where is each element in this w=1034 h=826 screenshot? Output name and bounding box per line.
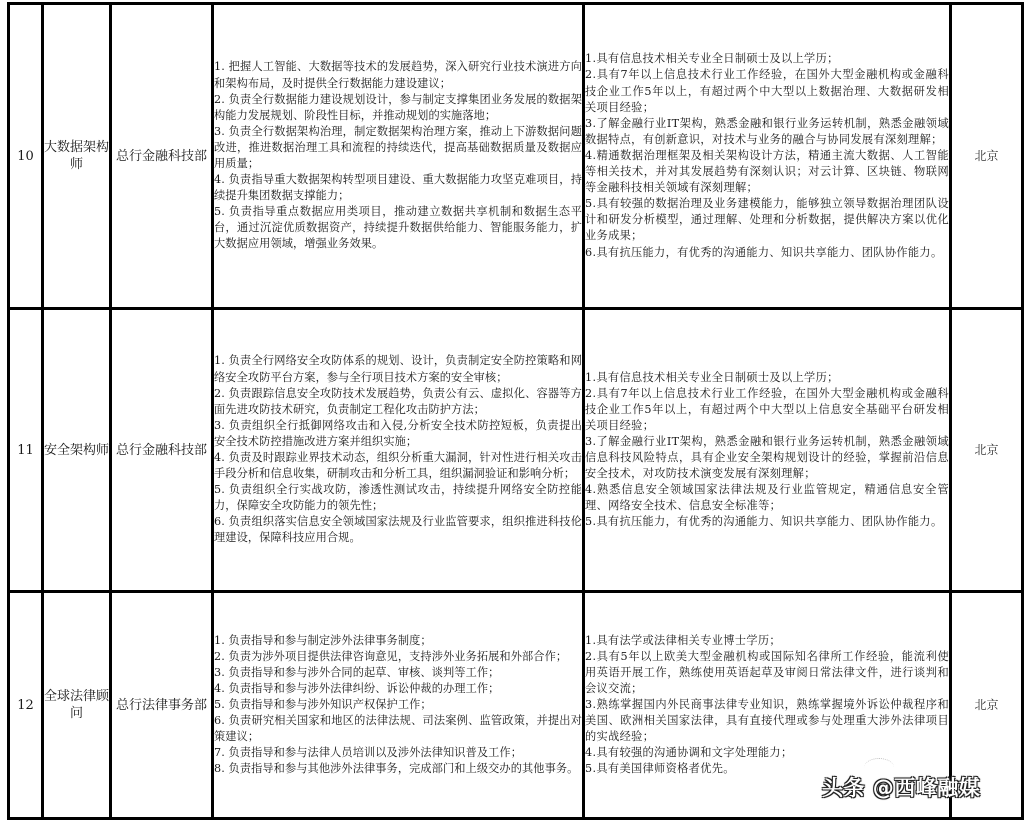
duty-item: 5. 负责组织全行实战攻防，渗透性测试攻击，持续提升网络安全防控能力，保障安全攻防能力的领先性；: [214, 483, 582, 513]
duty-item: 3. 负责指导和参与涉外合同的起草、审核、谈判等工作；: [214, 665, 500, 679]
work-location: 北京: [951, 592, 1023, 819]
job-title: 大数据架构师: [43, 4, 111, 309]
duty-item: 6. 负责组织落实信息安全领域国家法规及行业监管要求，组织推进科技伦理建设，保障科技应用合规。: [214, 515, 582, 545]
row-number: 12: [9, 592, 43, 819]
duty-item: 2. 负责全行数据能力建设规划设计，参与制定支撑集团业务发展的数据架构能力发展规划、阶段性目标，并推动规划的实施落地；: [214, 92, 582, 122]
duty-item: 1. 负责全行网络安全攻防体系的规划、设计，负责制定安全防控策略和网络安全攻防平台方案，参与全行项目技术方案的安全审核；: [214, 354, 582, 384]
row-number: 10: [9, 4, 43, 309]
duty-item: 3. 负责组织全行抵御网络攻击和入侵,分析安全技术防控短板，负责提出安全技术防控措施改进方案并组织实施；: [214, 418, 582, 448]
duty-item: 7. 负责指导和参与法律人员培训以及涉外法律知识普及工作；: [214, 746, 523, 760]
requirement-item: 4.精通数据治理框架及相关架构设计方法，精通主流大数据、人工智能等相关技术，并对其发展趋势有深刻认识；对云计算、区块链、物联网等金融科技相关领域有深刻理解；: [585, 148, 949, 195]
watermark-text: 头条 @西峰融媒: [822, 776, 981, 800]
duty-item: 2. 负责为涉外项目提供法律咨询意见，支持涉外业务拓展和外部合作；: [214, 649, 568, 663]
row-number: 11: [9, 309, 43, 592]
work-location: 北京: [951, 309, 1023, 592]
duty-item: 1. 负责指导和参与制定涉外法律事务制度；: [214, 633, 432, 647]
work-location: 北京: [951, 4, 1023, 309]
requirement-item: 6.具有抗压能力，有优秀的沟通能力、知识共享能力、团队协作能力。: [585, 245, 943, 259]
requirement-item: 4.熟悉信息安全领域国家法律法规及行业监管规定，精通信息安全管理、网络安全技术、信息安全标准等；: [585, 483, 949, 513]
duty-item: 6. 负责研究相关国家和地区的法律法规、司法案例、监管政策，并提出对策建议；: [214, 714, 582, 744]
duty-item: 4. 负责及时跟踪业界技术动态，组织分析重大漏洞，针对性进行相关攻击手段分析和信息收集，研制攻击和分析工具，组织漏洞验证和影响分析；: [214, 451, 582, 481]
requirement-item: 3.了解金融行业IT架构，熟悉金融和银行业务运转机制，熟悉金融领域数据特点，有创新意识，对技术与业务的融合与协同发展有深刻理解；: [585, 116, 949, 146]
job-duties: [213, 309, 584, 592]
duty-item: 4. 负责指导和参与涉外法律纠纷、诉讼仲裁的办理工作；: [214, 681, 500, 695]
watermark-logo-icon: [864, 758, 894, 777]
duty-item: 4. 负责指导重大数据架构转型项目建设、重大数据能力攻坚克难项目，持续提升集团数据支撑能力；: [214, 173, 582, 203]
duty-item: 5. 负责指导和参与涉外知识产权保护工作；: [214, 697, 432, 711]
duty-item: 8. 负责指导和参与其他涉外法律事务，完成部门和上级交办的其他事务。: [214, 762, 579, 776]
requirement-item: 2.具有5年以上欧美大型金融机构或国际知名律所工作经验，能流利使用英语开展工作，熟练使用英语起草及审阅日常法律文件，进行谈判和会议交流；: [585, 649, 949, 695]
source-watermark: [822, 772, 980, 802]
department: 总行法律事务部: [111, 592, 213, 819]
requirement-item: 5.具有较强的数据治理及业务建模能力，能够独立领导数据治理团队设计和研发分析模型，通过理解、处理和分析数据，提供解决方案以优化业务成果；: [585, 197, 949, 243]
requirement-item: 2.具有7年以上信息技术行业工作经验，在国外大型金融机构或金融科技企业工作5年以上，有超过两个中大型以上信息安全基础平台研发相关项目经验；: [585, 386, 949, 432]
requirement-item: 1.具有信息技术相关专业全日制硕士及以上学历；: [585, 52, 839, 66]
job-duties: [213, 4, 584, 309]
department: 总行金融科技部: [111, 309, 213, 592]
duty-item: 2. 负责跟踪信息安全攻防技术发展趋势，负责公有云、虚拟化、容器等方面先进攻防技术研究，负责制定工程化攻击防护方法；: [214, 386, 582, 416]
table-row: [9, 4, 1023, 309]
requirement-item: 3.熟练掌握国内外民商事法律专业知识，熟练掌握境外诉讼仲裁程序和美国、欧洲相关国家法律，具有直接代理或参与处理重大涉外法律项目的实战经验；: [585, 697, 949, 744]
job-requirements: [584, 4, 951, 309]
job-title: 安全架构师: [43, 309, 111, 592]
job-title: 全球法律顾问: [43, 592, 111, 819]
job-requirements: [584, 309, 951, 592]
requirement-item: 1.具有信息技术相关专业全日制硕士及以上学历；: [585, 370, 839, 384]
duty-item: 5. 负责指导重点数据应用类项目，推动建立数据共享机制和数据生态平台，通过沉淀优质数据资产，持续提升数据供给能力、智能服务能力，扩大数据应用领域，增强业务效果。: [214, 205, 582, 251]
requirement-item: 5.具有美国律师资格者优先。: [585, 762, 735, 776]
duty-item: 1. 把握人工智能、大数据等技术的发展趋势，深入研究行业技术演进方向和架构布局，及时提供全行数据能力建设建议；: [214, 60, 582, 90]
requirement-item: 3.了解金融行业IT架构，熟悉金融和银行业务运转机制，熟悉金融领域信息科技风险特点，具有企业安全架构规划设计的经验，掌握前沿信息安全技术，对攻防技术演变发展有深刻理解；: [585, 434, 949, 481]
duty-item: 3. 负责全行数据架构治理，制定数据架构治理方案，推动上下游数据问题改进，推进数据治理工具和流程的持续迭代，提高基础数据质量及数据应用质量；: [214, 124, 582, 170]
department: 总行金融科技部: [111, 4, 213, 309]
job-duties: [213, 592, 584, 819]
requirement-item: 4.具有较强的沟通协调和文字处理能力；: [585, 746, 793, 760]
requirement-item: 1.具有法学或法律相关专业博士学历；: [585, 633, 781, 647]
requirement-item: 5.具有抗压能力，有优秀的沟通能力、知识共享能力、团队协作能力。: [585, 515, 943, 529]
requirement-item: 2.具有7年以上信息技术行业工作经验，在国外大型金融机构或金融科技企业工作5年以上，有超过两个中大型以上数据治理、大数据研发相关项目经验；: [585, 68, 949, 114]
job-listings-table: [7, 2, 1024, 820]
table-row: [9, 309, 1023, 592]
